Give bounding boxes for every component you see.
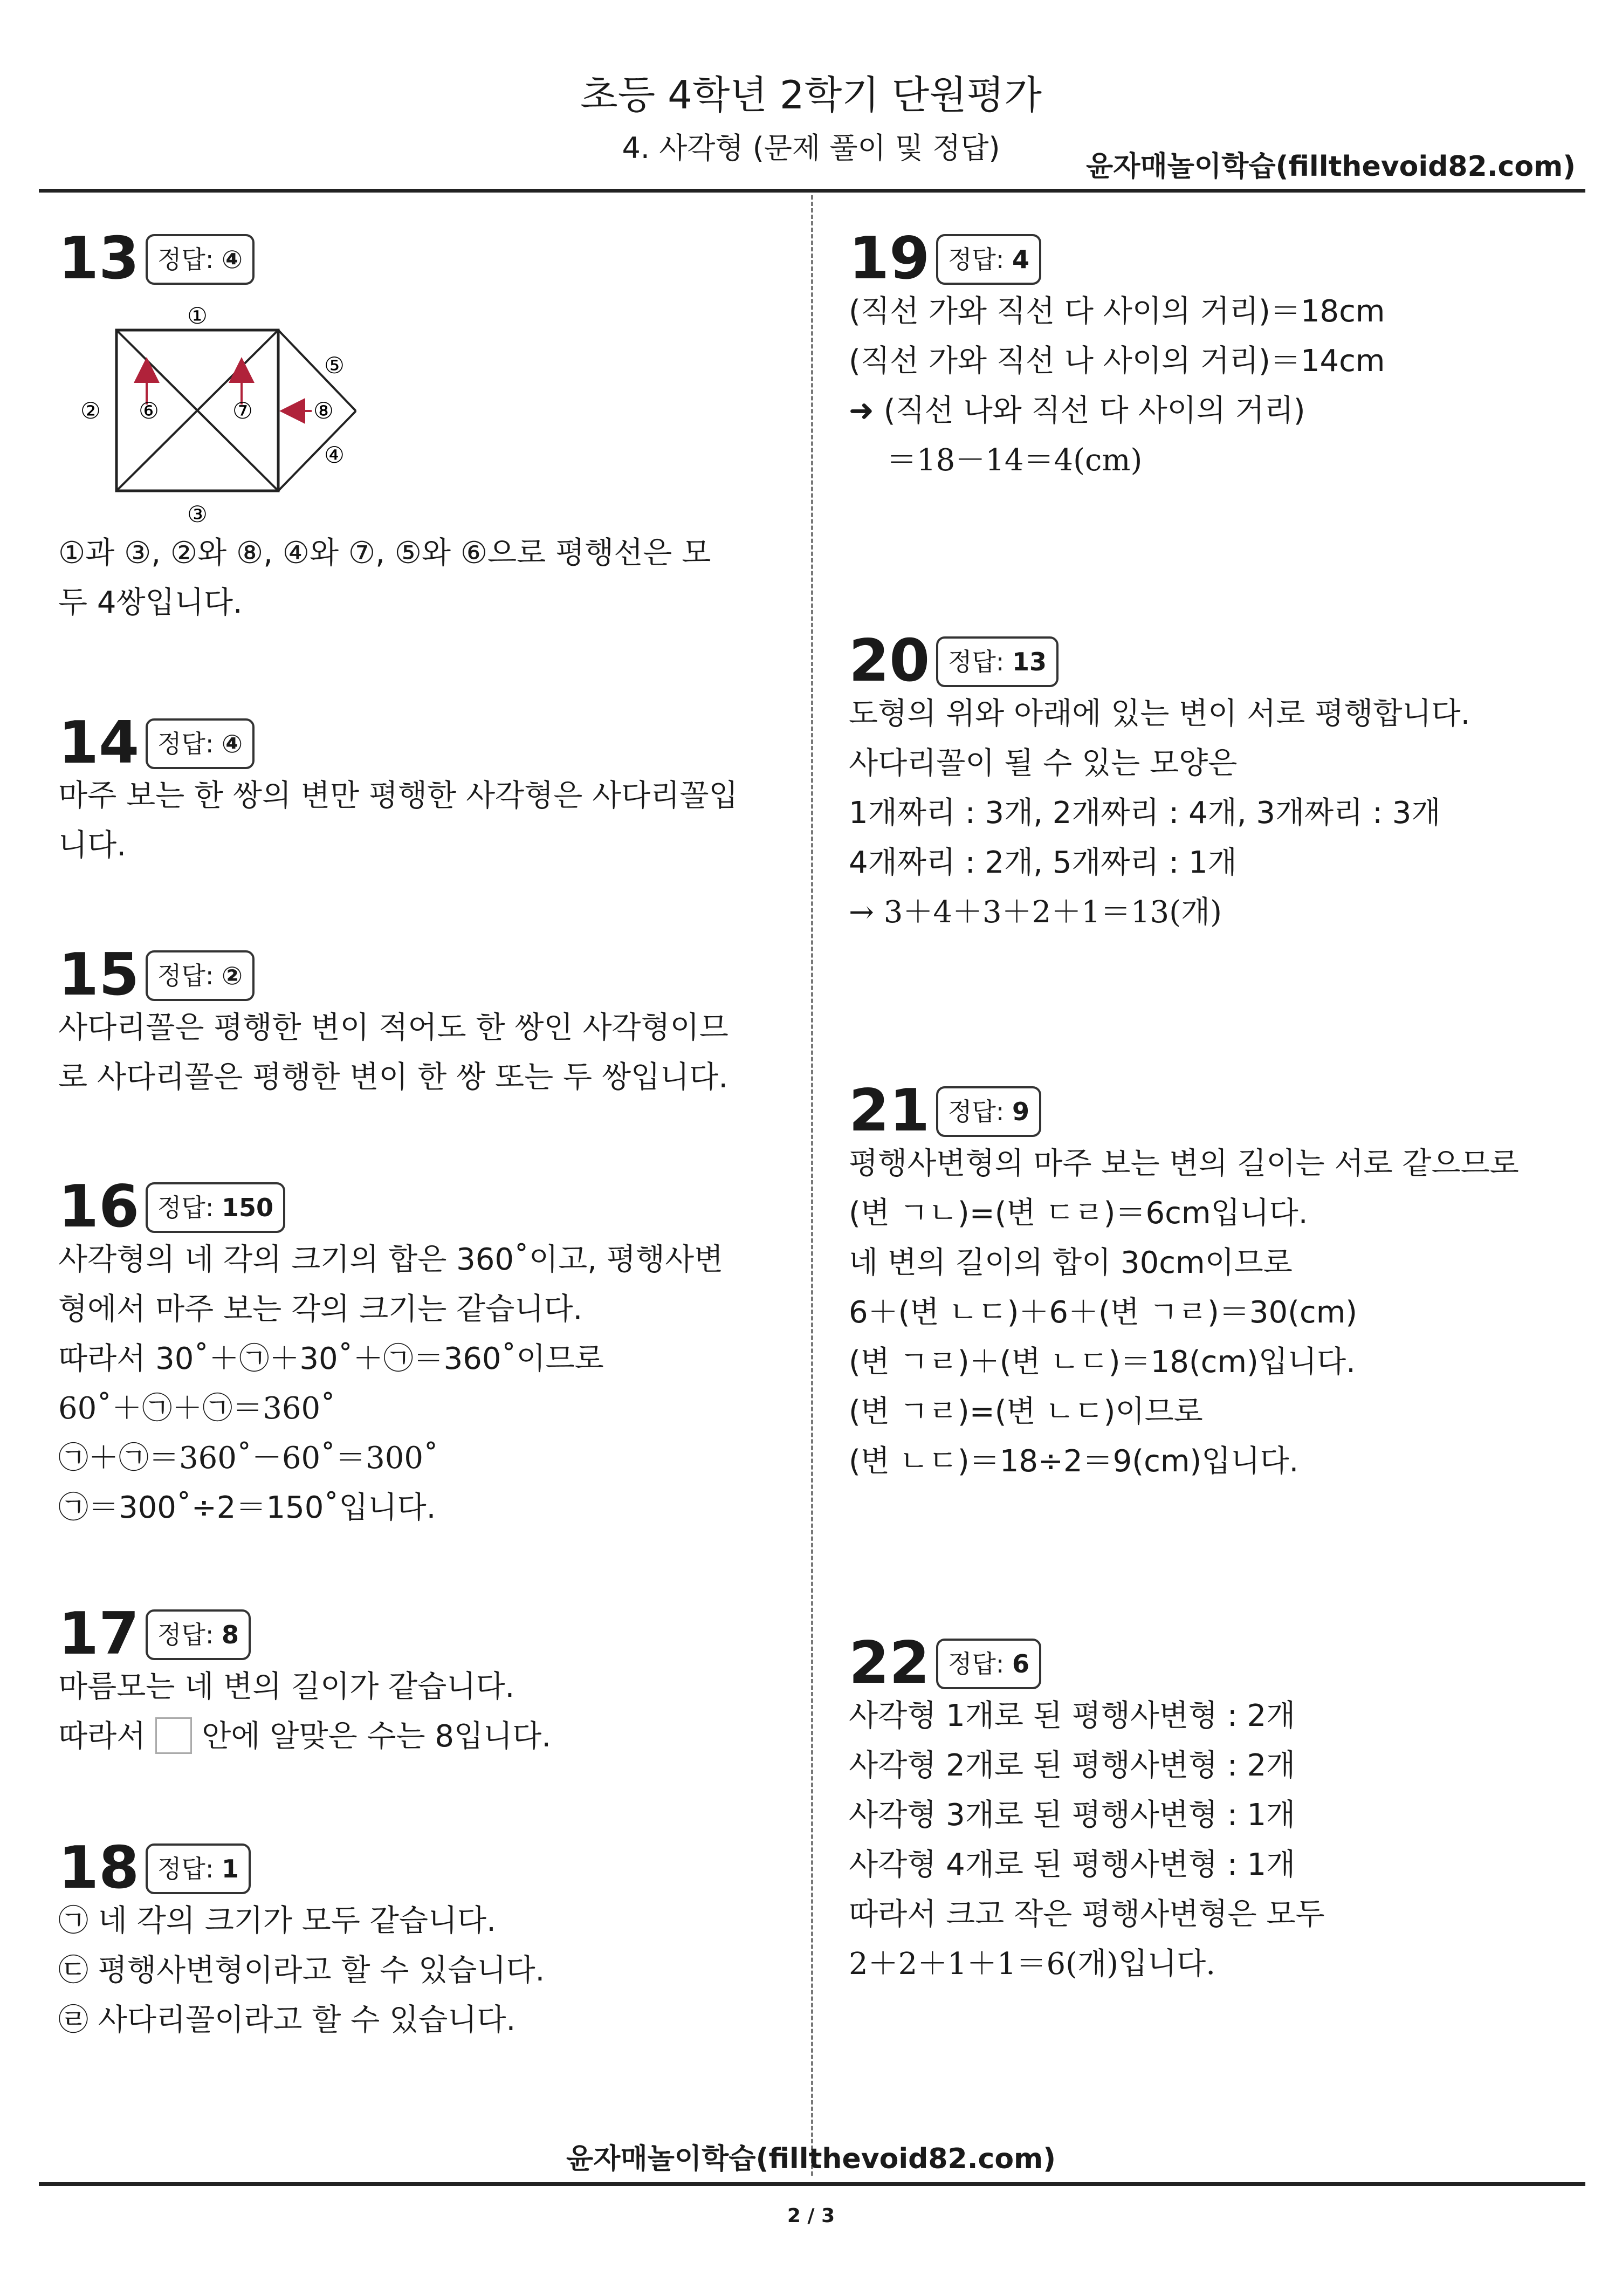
question-18 xyxy=(58,1836,759,2045)
answer-label: 정답: xyxy=(157,1854,214,1883)
answer-box xyxy=(146,234,255,285)
question-20 xyxy=(849,629,1550,937)
answer-box xyxy=(936,234,1041,285)
explanation-line: ㉠＝300˚÷2＝150˚입니다. xyxy=(58,1490,436,1525)
answer-value: 4 xyxy=(1012,245,1030,274)
question-16 xyxy=(58,1175,759,1533)
explanation xyxy=(58,529,759,628)
explanation xyxy=(849,1139,1550,1486)
footer-brand: 윤자매놀이학습(fillthevoid82.com) xyxy=(566,2143,1056,2175)
answer-value: ④ xyxy=(222,729,243,758)
box-line-after: 안에 알맞은 수는 8입니다. xyxy=(202,1719,552,1754)
header-rule xyxy=(39,189,1585,193)
question-22 xyxy=(849,1631,1550,1989)
explanation-line: 사다리꼴이 될 수 있는 모양은 xyxy=(849,746,1238,781)
box-line-before: 따라서 xyxy=(58,1719,146,1754)
label-6: ⑥ xyxy=(139,397,159,424)
explanation xyxy=(849,689,1550,937)
explanation-line: 따라서 30˚＋㉠＋30˚＋㉠＝360˚이므로 xyxy=(58,1341,604,1376)
question-number: 21 xyxy=(849,1077,930,1144)
label-2: ② xyxy=(80,397,101,424)
answer-label: 정답: xyxy=(157,1193,214,1222)
label-4: ④ xyxy=(324,442,345,468)
question-15 xyxy=(58,943,759,1102)
answer-value: 9 xyxy=(1012,1097,1030,1126)
explanation xyxy=(849,287,1550,485)
explanation-line: 사각형 1개로 된 평행사변형 : 2개 xyxy=(849,1698,1296,1733)
answer-label: 정답: xyxy=(948,245,1005,274)
question-number: 20 xyxy=(849,627,930,695)
explanation-line: → 3＋4＋3＋2＋1＝13(개) xyxy=(849,895,1222,930)
explanation xyxy=(849,1691,1550,1989)
answer-label: 정답: xyxy=(948,1097,1005,1126)
explanation-line: 마름모는 네 변의 길이가 같습니다. xyxy=(58,1669,515,1704)
explanation-line: 4개짜리 : 2개, 5개짜리 : 1개 xyxy=(849,845,1237,880)
answer-label: 정답: xyxy=(948,1649,1005,1678)
explanation-line: ㉠ 네 각의 크기가 모두 같습니다. xyxy=(58,1903,496,1938)
answer-label: 정답: xyxy=(157,729,214,758)
column-divider xyxy=(811,195,813,2176)
explanation-line: (변 ㄴㄷ)＝18÷2＝9(cm)입니다. xyxy=(849,1444,1299,1479)
header-brand: 윤자매놀이학습(fillthevoid82.com) xyxy=(1085,150,1576,183)
explanation-line: 두 4쌍입니다. xyxy=(58,585,243,620)
question-19 xyxy=(849,227,1550,485)
explanation-line: (변 ㄱㄹ)＋(변 ㄴㄷ)＝18(cm)입니다. xyxy=(849,1345,1356,1380)
explanation-line: 6＋(변 ㄴㄷ)＋6＋(변 ㄱㄹ)＝30(cm) xyxy=(849,1295,1358,1330)
explanation-line: 사각형의 네 각의 크기의 합은 360˚이고, 평행사변 xyxy=(58,1242,724,1277)
explanation-line: 사각형 2개로 된 평행사변형 : 2개 xyxy=(849,1748,1296,1783)
page-title: 초등 4학년 2학기 단원평가 xyxy=(580,72,1042,118)
label-3: ③ xyxy=(187,501,208,527)
label-7: ⑦ xyxy=(232,397,253,424)
answer-box xyxy=(936,1639,1041,1689)
explanation-line: 평행사변형의 마주 보는 변의 길이는 서로 같으므로 xyxy=(849,1146,1519,1181)
question-13 xyxy=(58,227,759,628)
explanation-line: (직선 가와 직선 나 사이의 거리)＝14cm xyxy=(849,344,1385,379)
answer-value: 150 xyxy=(222,1193,274,1222)
explanation-line: ㉢ 평행사변형이라고 할 수 있습니다. xyxy=(58,1953,545,1988)
explanation-line: 60˚＋㉠＋㉠＝360˚ xyxy=(58,1391,336,1426)
explanation-line: 도형의 위와 아래에 있는 변이 서로 평행합니다. xyxy=(849,696,1470,731)
blank-box xyxy=(155,1717,192,1754)
explanation xyxy=(58,1662,759,1762)
explanation xyxy=(58,771,759,871)
footer-rule xyxy=(39,2182,1585,2186)
question-number: 17 xyxy=(58,1600,140,1668)
explanation-line: ➜ (직선 나와 직선 다 사이의 거리) xyxy=(849,393,1305,428)
page-subtitle: 4. 사각형 (문제 풀이 및 정답) xyxy=(622,131,1000,165)
question-number: 16 xyxy=(58,1173,140,1240)
answer-box xyxy=(146,1609,251,1660)
answer-label: 정답: xyxy=(157,245,214,274)
answer-box xyxy=(146,950,255,1001)
explanation-line: ＝18－14＝4(cm) xyxy=(886,443,1143,478)
answer-label: 정답: xyxy=(948,647,1005,676)
question-number: 15 xyxy=(58,941,140,1009)
answer-box xyxy=(146,1182,285,1233)
explanation-line: 네 변의 길이의 합이 30cm이므로 xyxy=(849,1245,1293,1280)
explanation-line: ㉣ 사다리꼴이라고 할 수 있습니다. xyxy=(58,2003,516,2038)
answer-value: 1 xyxy=(222,1854,239,1883)
answer-label: 정답: xyxy=(157,1620,214,1649)
explanation-line: 사각형 3개로 된 평행사변형 : 1개 xyxy=(849,1798,1296,1833)
page-number: 2 / 3 xyxy=(787,2205,835,2227)
question-number: 18 xyxy=(58,1834,140,1902)
explanation-line: 사각형 4개로 된 평행사변형 : 1개 xyxy=(849,1847,1296,1882)
explanation-line: ①과 ③, ②와 ⑧, ④와 ⑦, ⑤와 ⑥으로 평행선은 모 xyxy=(58,536,711,571)
explanation-line: (변 ㄱㄴ)=(변 ㄷㄹ)＝6cm입니다. xyxy=(849,1196,1308,1231)
question-17 xyxy=(58,1602,759,1762)
answer-box xyxy=(146,718,255,769)
answer-value: 8 xyxy=(222,1620,239,1649)
explanation xyxy=(58,1003,759,1102)
question-number: 13 xyxy=(58,225,140,292)
label-8: ⑧ xyxy=(313,397,334,424)
answer-box xyxy=(936,1086,1041,1137)
question-number: 19 xyxy=(849,225,930,292)
explanation-line: (변 ㄱㄹ)=(변 ㄴㄷ)이므로 xyxy=(849,1394,1203,1429)
label-1: ① xyxy=(187,303,208,329)
label-5: ⑤ xyxy=(324,352,345,379)
explanation-line: 1개짜리 : 3개, 2개짜리 : 4개, 3개짜리 : 3개 xyxy=(849,796,1441,831)
explanation-line: 로 사다리꼴은 평행한 변이 한 쌍 또는 두 쌍입니다. xyxy=(58,1060,728,1095)
explanation-line: 형에서 마주 보는 각의 크기는 같습니다. xyxy=(58,1292,583,1327)
explanation xyxy=(58,1896,759,2045)
explanation xyxy=(58,1235,759,1533)
explanation-line: 니다. xyxy=(58,828,126,863)
explanation-line: 사다리꼴은 평행한 변이 적어도 한 쌍인 사각형이므 xyxy=(58,1010,728,1045)
explanation-line: 마주 보는 한 쌍의 변만 평행한 사각형은 사다리꼴입 xyxy=(58,778,738,813)
explanation-line xyxy=(58,1712,759,1762)
explanation-line: ㉠＋㉠＝360˚－60˚＝300˚ xyxy=(58,1441,439,1476)
question-14 xyxy=(58,711,759,871)
explanation-line: 2＋2＋1＋1＝6(개)입니다. xyxy=(849,1947,1216,1982)
question-21 xyxy=(849,1079,1550,1486)
question-number: 14 xyxy=(58,709,140,777)
answer-box xyxy=(146,1843,251,1894)
answer-value: 6 xyxy=(1012,1649,1030,1678)
question-number: 22 xyxy=(849,1629,930,1697)
answer-value: ④ xyxy=(222,245,243,274)
answer-box xyxy=(936,636,1059,687)
explanation-line: 따라서 크고 작은 평행사변형은 모두 xyxy=(849,1897,1325,1932)
answer-label: 정답: xyxy=(157,961,214,990)
answer-value: 13 xyxy=(1012,647,1047,676)
explanation-line: (직선 가와 직선 다 사이의 거리)＝18cm xyxy=(849,294,1385,329)
parallel-lines-diagram xyxy=(58,302,403,539)
answer-value: ② xyxy=(222,961,243,990)
